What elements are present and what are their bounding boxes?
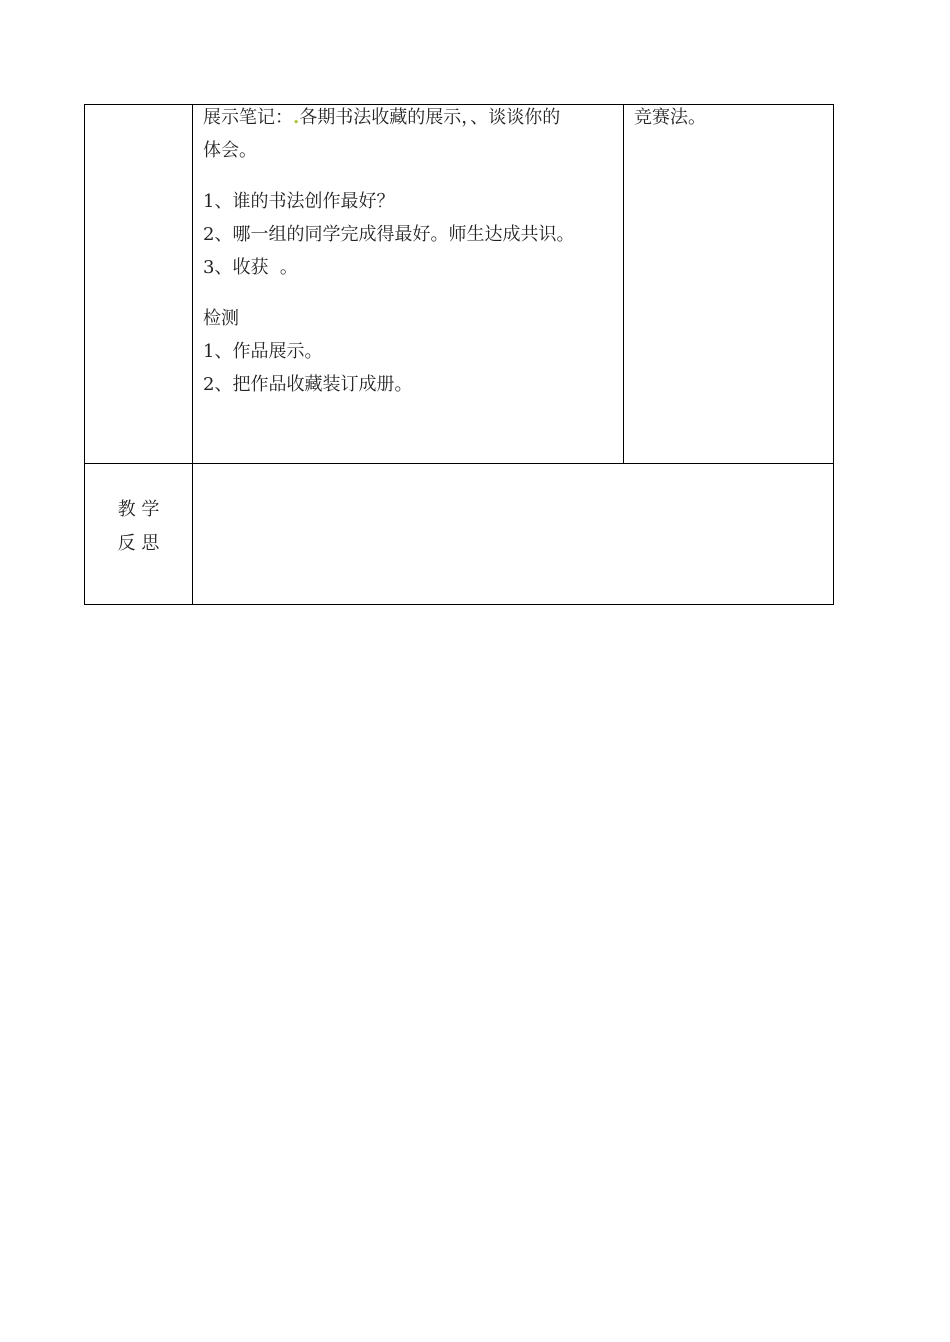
intro-rest: 各期书法收藏的展示，、谈谈你的 [299, 107, 561, 128]
method-cell [624, 107, 833, 463]
method-text: 竞赛法。 [634, 107, 706, 128]
test-item-2: 2、把作品收藏装订成册。 [203, 374, 413, 395]
reflection-label-line-1: 教 学 [117, 499, 160, 520]
spacer [203, 284, 613, 302]
activity-cell [193, 101, 623, 459]
row-label-cell-empty [85, 105, 192, 463]
reflection-label-cell [85, 493, 192, 603]
intro-line-1 [203, 101, 613, 134]
question-item-3: 3、收获 。 [203, 257, 298, 278]
reflection-label-line-2: 反 思 [117, 533, 160, 554]
reflection-content-cell [193, 464, 833, 604]
question-item-1: 1、谁的书法创作最好？ [203, 191, 395, 212]
test-item-1: 1、作品展示。 [203, 341, 323, 362]
lesson-plan-table [84, 104, 834, 605]
question-item-2: 2、哪一组的同学完成得最好。师生达成共识。 [203, 224, 575, 245]
highlight-dot: . [293, 107, 300, 128]
intro-line-2: 体会。 [203, 140, 257, 161]
test-title: 检测 [203, 308, 239, 329]
spacer [203, 167, 613, 185]
intro-lead: 展示笔记： [203, 107, 293, 128]
